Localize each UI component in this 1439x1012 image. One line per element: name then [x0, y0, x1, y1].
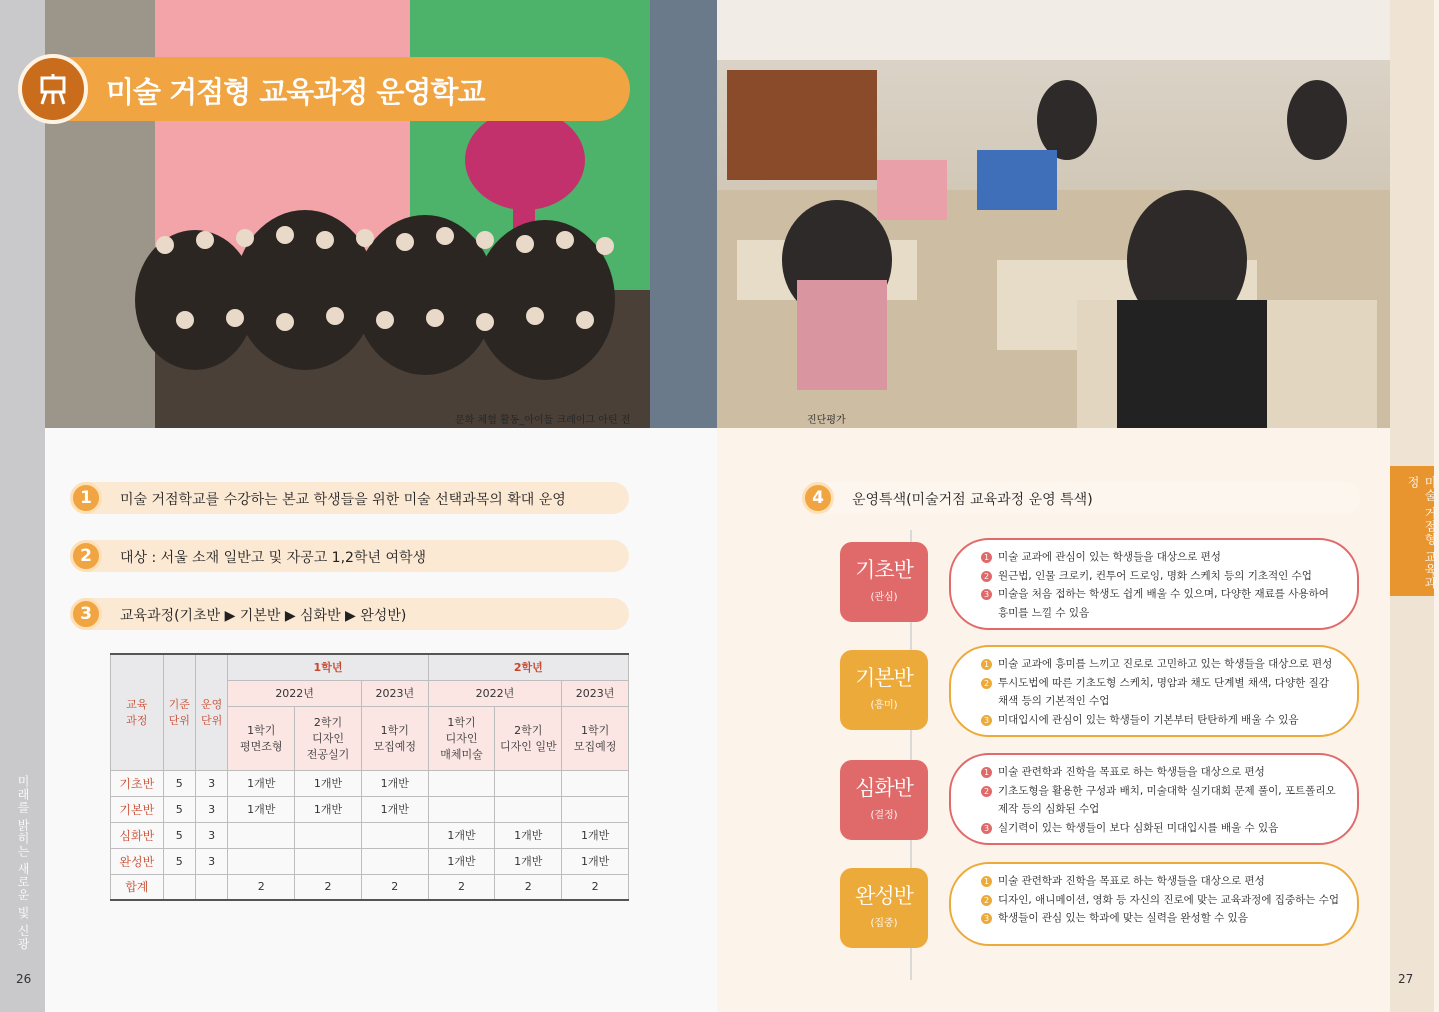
- col-credit-header: 기준 단위: [163, 654, 195, 770]
- row-cell: [562, 796, 629, 822]
- sub-header-1: 1학기 평면조형: [228, 706, 295, 770]
- level-sub: (결정): [870, 810, 898, 821]
- section-3-number: 3: [70, 598, 102, 630]
- row-cell: [361, 822, 428, 848]
- row-cell: 1개반: [562, 822, 629, 848]
- section-2-number: 2: [70, 540, 102, 572]
- level-box-basic: [949, 538, 1359, 630]
- total-cell: 2: [495, 874, 562, 900]
- row-credit: 5: [163, 796, 195, 822]
- total-label: 합계: [111, 874, 164, 900]
- left-side-bar: [0, 0, 45, 1012]
- year1-2022-header: 2022년: [228, 680, 362, 706]
- number-dot: 2: [981, 678, 992, 689]
- row-name: 기초반: [111, 770, 164, 796]
- page-title: 미술 거점형 교육과정 운영학교: [106, 75, 485, 109]
- level-line-text: 채색 등의 기본적인 수업: [998, 695, 1110, 707]
- number-dot: 3: [981, 823, 992, 834]
- table-row: [111, 770, 629, 796]
- level-line: [981, 567, 1343, 586]
- course-table: [110, 653, 629, 901]
- level-line: [981, 548, 1343, 567]
- year2-2023-header: 2023년: [562, 680, 629, 706]
- level-name: 심화반: [855, 776, 913, 800]
- level-line-text: 실기력이 있는 학생들이 보다 심화된 미대입시를 배울 수 있음: [998, 821, 1279, 834]
- sub-header-6: 1학기 모집예정: [562, 706, 629, 770]
- total-cell: 2: [295, 874, 362, 900]
- level-name: 완성반: [855, 884, 913, 908]
- level-line-text: 미술 관련학과 진학을 목표로 하는 학생들을 대상으로 편성: [998, 875, 1265, 887]
- number-dot: 1: [981, 659, 992, 670]
- row-cell: 1개반: [428, 848, 495, 874]
- row-cell: 1개반: [295, 796, 362, 822]
- row-cell: 1개반: [228, 770, 295, 796]
- col-oper-header: 운영 단위: [195, 654, 227, 770]
- level-tag-complete: [840, 868, 928, 948]
- section-4-text: 운영특색(미술거점 교육과정 운영 특색): [852, 492, 1093, 508]
- row-cell: 1개반: [495, 822, 562, 848]
- sub-header-4: 1학기 디자인 매체미술: [428, 706, 495, 770]
- row-cell: [428, 770, 495, 796]
- row-cell: [228, 848, 295, 874]
- row-name: 완성반: [111, 848, 164, 874]
- row-name: 심화반: [111, 822, 164, 848]
- total-cell: 2: [361, 874, 428, 900]
- level-line: [981, 782, 1343, 801]
- level-name: 기초반: [855, 558, 913, 582]
- section-1-number: 1: [70, 482, 102, 514]
- row-cell: [495, 770, 562, 796]
- level-box-complete: [949, 862, 1359, 946]
- level-tag-fundamental: [840, 650, 928, 730]
- total-cell: 2: [228, 874, 295, 900]
- row-cell: 1개반: [295, 770, 362, 796]
- sub-header-2: 2학기 디자인 전공실기: [295, 706, 362, 770]
- number-dot: 2: [981, 786, 992, 797]
- row-cell: [228, 822, 295, 848]
- row-cell: [495, 796, 562, 822]
- level-line: [981, 872, 1343, 891]
- total-cell: 2: [562, 874, 629, 900]
- total-oper: [195, 874, 227, 900]
- easel-icon-svg: [36, 72, 70, 106]
- level-line-text: 흥미를 느낄 수 있음: [998, 606, 1090, 619]
- level-line-text: 기초도형을 활용한 구성과 배치, 미술대학 실기대회 문제 풀이, 포트폴리오: [998, 784, 1336, 797]
- sub-header-5: 2학기 디자인 일반: [495, 706, 562, 770]
- level-line: [981, 604, 1343, 623]
- level-line-text: 디자인, 애니메이션, 영화 등 자신의 진로에 맞는 교육과정에 집중하는 수업: [998, 893, 1340, 906]
- level-line-text: 원근법, 인물 크로키, 컨투어 드로잉, 명화 스케치 등의 기초적인 수업: [998, 569, 1312, 582]
- photo-caption-left: 문화 체험 활동_아이들 크레이그 아틴 전: [455, 415, 631, 426]
- year2-header: 2학년: [428, 654, 628, 680]
- year1-2023-header: 2023년: [361, 680, 428, 706]
- row-oper: 3: [195, 770, 227, 796]
- number-dot: 1: [981, 876, 992, 887]
- level-line-text: 제작 등의 심화된 수업: [998, 803, 1100, 815]
- number-dot: 1: [981, 767, 992, 778]
- level-line: [981, 692, 1343, 711]
- row-credit: 5: [163, 770, 195, 796]
- total-cell: 2: [428, 874, 495, 900]
- side-text-right: 미술 거점형 교육과정: [1406, 476, 1437, 590]
- row-cell: [428, 796, 495, 822]
- number-dot: 3: [981, 589, 992, 600]
- level-tag-basic: [840, 542, 928, 622]
- photo-classroom: [717, 0, 1390, 428]
- page-number-left: 26: [16, 972, 32, 986]
- number-dot: 3: [981, 715, 992, 726]
- row-oper: 3: [195, 822, 227, 848]
- row-cell: 1개반: [562, 848, 629, 874]
- row-credit: 5: [163, 822, 195, 848]
- year1-header: 1학년: [228, 654, 428, 680]
- section-2-text: 대상 : 서울 소재 일반고 및 자공고 1,2학년 여학생: [120, 550, 427, 566]
- row-cell: 1개반: [428, 822, 495, 848]
- section-1-text: 미술 거점학교를 수강하는 본교 학생들을 위한 미술 선택과목의 확대 운영: [120, 492, 566, 508]
- row-cell: 1개반: [361, 796, 428, 822]
- side-text-left: 미래를 밝히는 새로운 빛 신광: [16, 775, 30, 951]
- level-line: [981, 891, 1343, 910]
- level-box-advanced: [949, 753, 1359, 845]
- year2-2022-header: 2022년: [428, 680, 562, 706]
- classroom-photo-illustration: [717, 0, 1390, 428]
- level-sub: (흥미): [870, 700, 898, 711]
- row-cell: [295, 822, 362, 848]
- section-3-text: 교육과정(기초반 ▶ 기본반 ▶ 심화반 ▶ 완성반): [120, 608, 407, 624]
- level-line: [981, 655, 1343, 674]
- level-line: [981, 585, 1343, 604]
- row-cell: [562, 770, 629, 796]
- level-box-fundamental: [949, 645, 1359, 737]
- level-sub: (집중): [870, 918, 898, 929]
- row-cell: 1개반: [495, 848, 562, 874]
- level-line: [981, 674, 1343, 693]
- number-dot: 1: [981, 552, 992, 563]
- row-name: 기본반: [111, 796, 164, 822]
- level-line-text: 미술 교과에 흥미를 느끼고 진로로 고민하고 있는 학생들을 대상으로 편성: [998, 658, 1333, 670]
- level-line: [981, 711, 1343, 730]
- row-cell: [295, 848, 362, 874]
- col-course-header: 교육 과정: [111, 654, 164, 770]
- level-tag-advanced: [840, 760, 928, 840]
- row-oper: 3: [195, 796, 227, 822]
- level-name: 기본반: [855, 666, 913, 690]
- table-row: [111, 796, 629, 822]
- number-dot: 3: [981, 913, 992, 924]
- easel-icon: [18, 54, 88, 124]
- row-cell: 1개반: [361, 770, 428, 796]
- table-row: [111, 848, 629, 874]
- right-side-tab: [1390, 466, 1437, 596]
- row-credit: 5: [163, 848, 195, 874]
- row-cell: [361, 848, 428, 874]
- level-line: [981, 909, 1343, 928]
- page-number-right: 27: [1398, 972, 1414, 986]
- number-dot: 2: [981, 571, 992, 582]
- photo-caption-right: 진단평가: [807, 415, 846, 426]
- level-line: [981, 763, 1343, 782]
- number-dot: 2: [981, 895, 992, 906]
- level-line-text: 미술을 처음 접하는 학생도 쉽게 배울 수 있으며, 다양한 재료를 사용하여: [998, 588, 1329, 600]
- level-line-text: 미술 관련학과 진학을 목표로 하는 학생들을 대상으로 편성: [998, 766, 1265, 778]
- level-line: [981, 800, 1343, 819]
- table-total-row: [111, 874, 629, 900]
- level-line-text: 미대입시에 관심이 있는 학생들이 기본부터 탄탄하게 배울 수 있음: [998, 713, 1299, 726]
- level-line: [981, 819, 1343, 838]
- level-line-text: 미술 교과에 관심이 있는 학생들을 대상으로 편성: [998, 551, 1221, 563]
- section-4-number: 4: [802, 482, 834, 514]
- level-sub: (관심): [870, 592, 898, 603]
- row-cell: 1개반: [228, 796, 295, 822]
- table-row: [111, 822, 629, 848]
- total-credit: [163, 874, 195, 900]
- sub-header-3: 1학기 모집예정: [361, 706, 428, 770]
- level-line-text: 학생들이 관심 있는 학과에 맞는 실력을 완성할 수 있음: [998, 912, 1248, 924]
- level-line-text: 투시도법에 따른 기초도형 스케치, 명암과 채도 단계별 채색, 다양한 질감: [998, 676, 1329, 689]
- row-oper: 3: [195, 848, 227, 874]
